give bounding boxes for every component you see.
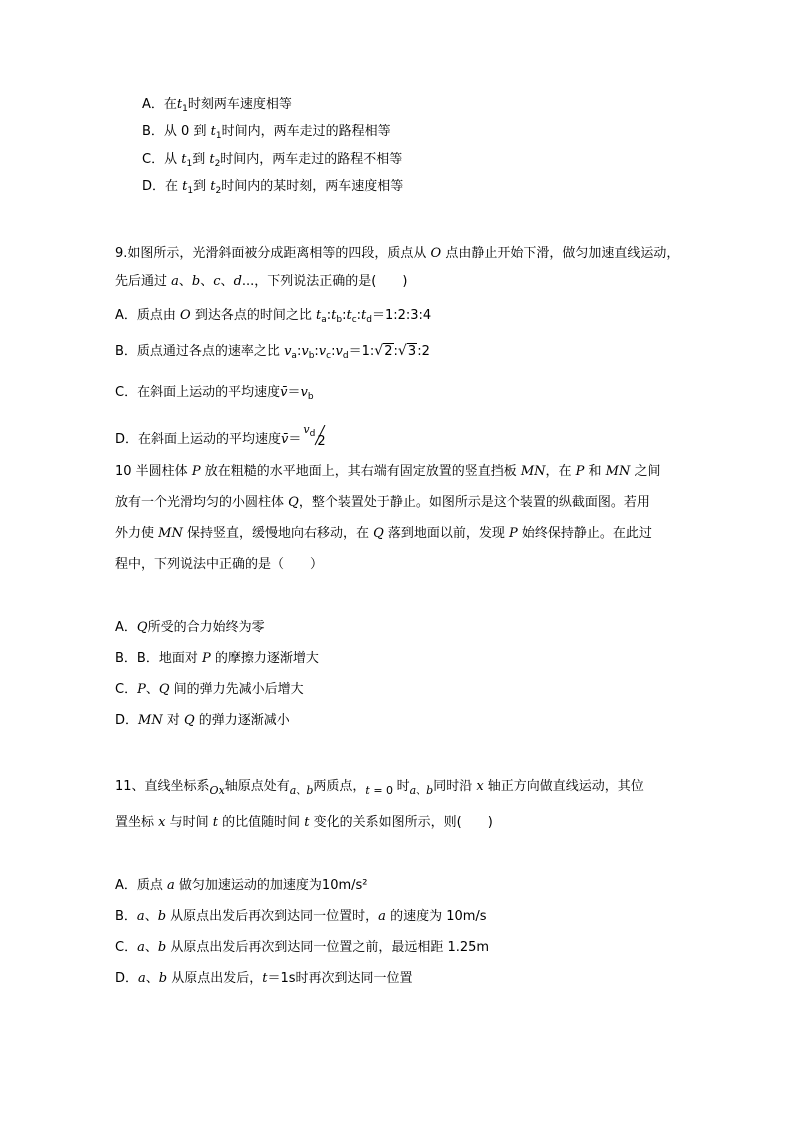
q8-option-a: A．在$t_1$时刻两车速度相等: [142, 97, 292, 114]
q9-option-c: C．在斜面上运动的平均速度$v̄=v_b$: [115, 385, 314, 402]
q9-option-d: D．在斜面上运动的平均速度v̄＝ $v_d$ 2: [115, 425, 331, 449]
q10-option-a: A．Q所受的合力始终为零: [115, 620, 265, 635]
q11-stem-line2: 置坐标 x 与时间 t 的比值随时间 t 变化的关系如图所示，则( ): [115, 815, 493, 830]
sqrt-2: √ 2: [374, 343, 393, 361]
q11-option-b: B．a、b 从原点出发后再次到达同一位置时，a 的速度为 10m/s: [115, 909, 487, 924]
q10-stem-line1: 10 半圆柱体 P 放在粗糙的水平地面上，其右端有固定放置的竖直挡板 MN，在 P 和 MN 之间: [115, 464, 661, 479]
q10-option-b: B．B．地面对 P 的摩擦力逐渐增大: [115, 651, 319, 666]
q11-stem-line1: 11、直线坐标系$_{Ox}$轴原点处有$_{a、b}$两质点，$_t$ $_{= 0}$ 时$_{a、b}$同时沿 x 轴正方向做直线运动，其位: [115, 779, 644, 797]
q10-stem-line2: 放有一个光滑均匀的小圆柱体 Q，整个装置处于静止。如图所示是这个装置的纵截面图。若用: [115, 495, 650, 510]
q9-option-a: A．质点由 O 到达各点的时间之比 $t_a:t_b:t_c:t_d=1:2:3:4$: [115, 308, 432, 325]
q10-stem-line3: 外力使 MN 保持竖直，缓慢地向右移动，在 Q 落到地面以前，发现 P 始终保持静止。在此过: [115, 526, 652, 541]
q9-option-b: B．质点通过各点的速率之比 $v_a:v_b:v_c:v_d=1:√$ 2:√ 3:2: [115, 343, 430, 361]
q9-stem-line1: 9.如图所示，光滑斜面被分成距离相等的四段，质点从 O 点由静止开始下滑，做匀加速直线运动，: [115, 246, 680, 261]
q8-option-b: B．从 0 到 $t_1$时间内，两车走过的路程相等: [142, 124, 391, 141]
q11-option-c: C．a、b 从原点出发后再次到达同一位置之前，最远相距 1.25m: [115, 940, 490, 955]
q8-option-c: C．从 $t_1$到 $t_2$时间内，两车走过的路程不相等: [142, 152, 403, 169]
q11-option-a: A．质点 a 做匀加速运动的加速度为10m/s²: [115, 878, 368, 893]
sqrt-3: √ 3: [398, 343, 417, 361]
q10-stem-line4: 程中，下列说法中正确的是（ ）: [115, 557, 324, 572]
q10-option-c: C．P、Q 间的弹力先减小后增大: [115, 682, 304, 697]
q8-option-d: D．在 $t_1$到 $t_2$时间内的某时刻，两车速度相等: [142, 179, 404, 196]
fraction-vd-over-2: $v_d$ 2: [303, 423, 326, 449]
q10-option-d: D．MN 对 Q 的弹力逐渐减小: [115, 713, 290, 728]
q9-stem-line2: 先后通过 a、b、c、d...，下列说法正确的是( ): [115, 274, 408, 289]
q11-option-d: D．a、b 从原点出发后，t＝1s时再次到达同一位置: [115, 971, 413, 986]
